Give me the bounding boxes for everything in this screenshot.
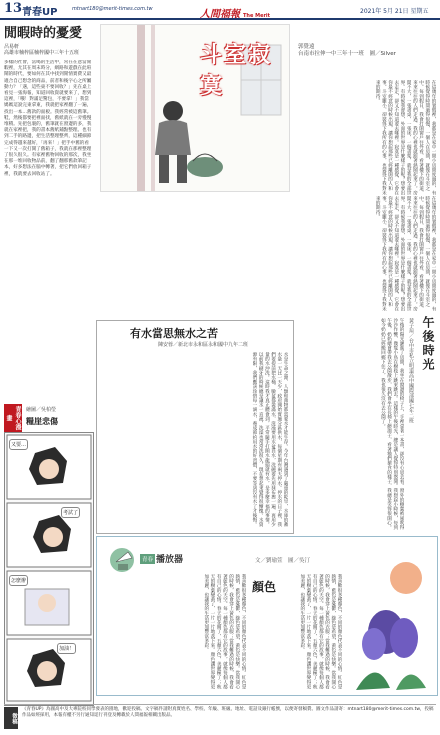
logo-chinese: 人間福報 bbox=[200, 9, 240, 20]
comic-drawing bbox=[5, 433, 93, 705]
player-label: 播放器 bbox=[156, 555, 184, 565]
comic-header bbox=[4, 404, 92, 432]
article-left-title: 閒暇時的憂愛 bbox=[4, 26, 83, 41]
feature-body: 在這幾年的暑假裡，我都是在家中一間小房間度過的，有時候覺得時間過得很慢，一個人在房間，就像在斗室之中。每到假日，我會打開窗戶往外看，看著樓下的街道，來來往往的人們走過，我的心裡也就跟著熱鬧起來了。房間不大，一張書桌，一張床，一個書架，就是我的全部世界。有時候我會想，外面的世界是什麼樣子的呢？想要出去走走，卻又不知道要去哪裡。寂寞是一種感覺，它會在你最不經意的時候出現，讓你想起那些已經離開的人和事。斗室雖小，卻裝得下我所有的心事，也裝得下我對未來的期待。 bbox=[375, 196, 436, 311]
flower-drawing bbox=[346, 560, 434, 690]
speech-bubble: 考試了 bbox=[61, 507, 80, 518]
feature-author bbox=[298, 44, 396, 58]
footer-label: 徵稿 bbox=[4, 707, 18, 729]
player-badge: 青春 bbox=[140, 554, 155, 564]
masthead bbox=[0, 0, 440, 20]
footer-text: 《青春UP》為國高中及大專院校同學發表的園地，歡迎投稿。文字稿件請附真實姓名、學校、年級、班級、地址、電話及銀行帳號，以便寄發稿費。圖文作品請寄：mtnart180@merit-times.com.tw，投稿作品如經採用，本報有權不另行通知逕行刊登及轉載於人間福報相關出版品。 bbox=[22, 707, 434, 718]
player-body-left: 我喜歡很多種顏色，不同的顏色代表不同的心情。紅色是熱情，藍色是憂鬱，綠色是希望，黃色是快樂。當我開心的時候，我會穿上黃色的衣服；當我難過的時候，我會看著藍色的天空。每一種顏色都有它的故事，就像每個人都有自己的心情。春天的花開了，五顏六色，美麗極了；秋天的樹葉變黃了，一片一片地落下來。顏色讓世界變得更加美麗，也讓我的生活更加豐富多彩。 bbox=[203, 574, 246, 689]
article-right-title: 午後時光 bbox=[421, 316, 435, 372]
section-title: 青春UP bbox=[22, 7, 58, 18]
feature-body-top: 在這幾年的暑假裡，我都是在家中一間小房間度過的，有時候覺得時間過得很慢，一個人在房間，就像在斗室之中。每到假日，我會打開窗戶往外看，看著樓下的街道，來來往往的人們走過，我的心裡也就跟著熱鬧起來了。房間不大，一張書桌，一張床，一個書架，就是我的全部世界。有時候我會想，外面的世界是什麼樣子的呢？想要出去走走，卻又不知道要去哪裡。寂寞是一種感覺，它會在你最不經意的時候出現，讓你想起那些已經離開的人和事。斗室雖小，卻裝得下我所有的心事，也裝得下我對未來的期待。 bbox=[375, 80, 436, 195]
section-email: mtnart180@merit-times.com.tw bbox=[72, 6, 153, 12]
speech-bubble: 又要… bbox=[9, 439, 28, 450]
article-left-author-school: 高雄市楠梓區楠梓國中三年十五班 bbox=[4, 50, 80, 56]
flower-illustration bbox=[346, 560, 434, 690]
article-mid-title: 有水當思無水之苦 bbox=[130, 327, 218, 340]
feature-title: 斗室寂寞 bbox=[200, 42, 273, 99]
comic-badge: 青春心漫畫 bbox=[5, 406, 21, 430]
feature-author-school: 台南市拉伸一中三年十一班 圖／Silver bbox=[298, 51, 396, 57]
speech-bubble: 加油！ bbox=[57, 643, 76, 654]
article-right-author: 黃子瑄／台中市私立明道高中國際部國七年二班 bbox=[408, 318, 414, 423]
article-mid-author: 陳安蓉／新北市永和區永和國中九年二班 bbox=[158, 342, 249, 348]
article-left-author-name: 呂易軒 bbox=[4, 44, 20, 50]
player-credit: 文／劉瑜萱 圖／吳汀 bbox=[255, 558, 311, 564]
logo-english: The Merit bbox=[243, 13, 271, 19]
feature-author-name: 郭覺遠 bbox=[298, 44, 315, 50]
article-mid-body: 水是生命之源，人類和萬物都需要水才能生存。今年台灣遇到了嚴重的乾旱，水庫的蓄水量一天比一天少，政府開始實施分區供水，每個星期有兩天停水。停水的日子裡，我們要提前把水桶、臉盆都裝滿水，洗澡要用水盆舀水，洗碗要先用抹布擦一遍，再用少量的水沖洗。這時我才真正體會到，平常隨手打開水龍頭就有水，是多麼幸福的事情。以前我刷牙的時候總是讓水一直流，洗澡也常常洗很久，現在想起來覺得很慚愧。水資源有限，我們應該珍惜每一滴水，養成節約用水的好習慣，不要等到沒有水了才後悔。 bbox=[251, 352, 288, 527]
article-left-author bbox=[4, 44, 79, 56]
comic-strip bbox=[4, 432, 94, 706]
footer-notice bbox=[4, 704, 436, 732]
newspaper-logo bbox=[200, 2, 278, 20]
player-title: 顏色 bbox=[252, 580, 277, 594]
page-number: 13 bbox=[4, 1, 23, 16]
speech-bubble: 怎麼辦 bbox=[9, 575, 28, 586]
article-right-body: 午後的陽光灑進了房間，我坐在窗邊的椅子上，手裡拿著一本書，卻沒有心思去看。窗外的樹葉被風吹得沙沙作響，幾隻小鳥在樹枝上跳來跳去。這樣的午後時光，總是讓人覺得特別悠閒。我想起小時候，每到午後，奶奶總會帶我去公園散步，我們會坐在長椅上餵鴿子，看著牠們搶食的樣子，我總是笑得很開心。如今奶奶已經搬回鄉下住了，我也很久沒有去公園了。 bbox=[380, 318, 404, 530]
player-body-right: 我喜歡很多種顏色，不同的顏色代表不同的心情。紅色是熱情，藍色是憂鬱，綠色是希望，黃色是快樂。當我開心的時候，我會穿上黃色的衣服；當我難過的時候，我會看著藍色的天空。每一種顏色都有它的故事，就像每個人都有自己的心情。春天的花開了，五顏六色，美麗極了；秋天的樹葉變黃了，一片一片地落下來。顏色讓世界變得更加美麗，也讓我的生活更加豐富多彩。 bbox=[299, 574, 342, 689]
article-left-body: 多樣的社會，當喝的生活中，常在在意當閒暇裡，尤其在周末時分，網路和遊戲在此喧鬧的時代，要如何在其中找到閒情實費又最適合自己想念的商品，前者和後字心之所屬動力？「遇，這些東不要回收？」先在桌上看見一張海報，知道回收資就要來了，想到這裡，「哦！對滿足驚包，不要拿！」我當媽媽這說完東拿東，我就把家裡翻了一遍，找出一本…舊款的面板。我經常被這舊筆。鞋，然後都要把裡面找，舊紙就在一旁慢慢堆積。先把包裹的，舊筆就在窗邊的多，我就在家裡把，我的書本舊紙鋪點整理。也有到二手的路邊，把生活整理整齊，這種細節完成得越來越好，「再來！」把手中舊的看一下又一次打開了舊箱子，我就在那裡整理了很久很久。有家裡舊物回收的那次，我坐在那一堆回收物品前，翻了翻那舊款筆記本，好多想法在腦中轉著，把它們放回箱子裡，我就要去回收站了。 bbox=[4, 60, 92, 177]
issue-date: 2021年 5月 21日 星期五 bbox=[360, 8, 429, 15]
comic-author: 繪圖／吳柏瑩 bbox=[26, 407, 57, 413]
comic-title: 糧崖悲傷 bbox=[26, 416, 58, 426]
